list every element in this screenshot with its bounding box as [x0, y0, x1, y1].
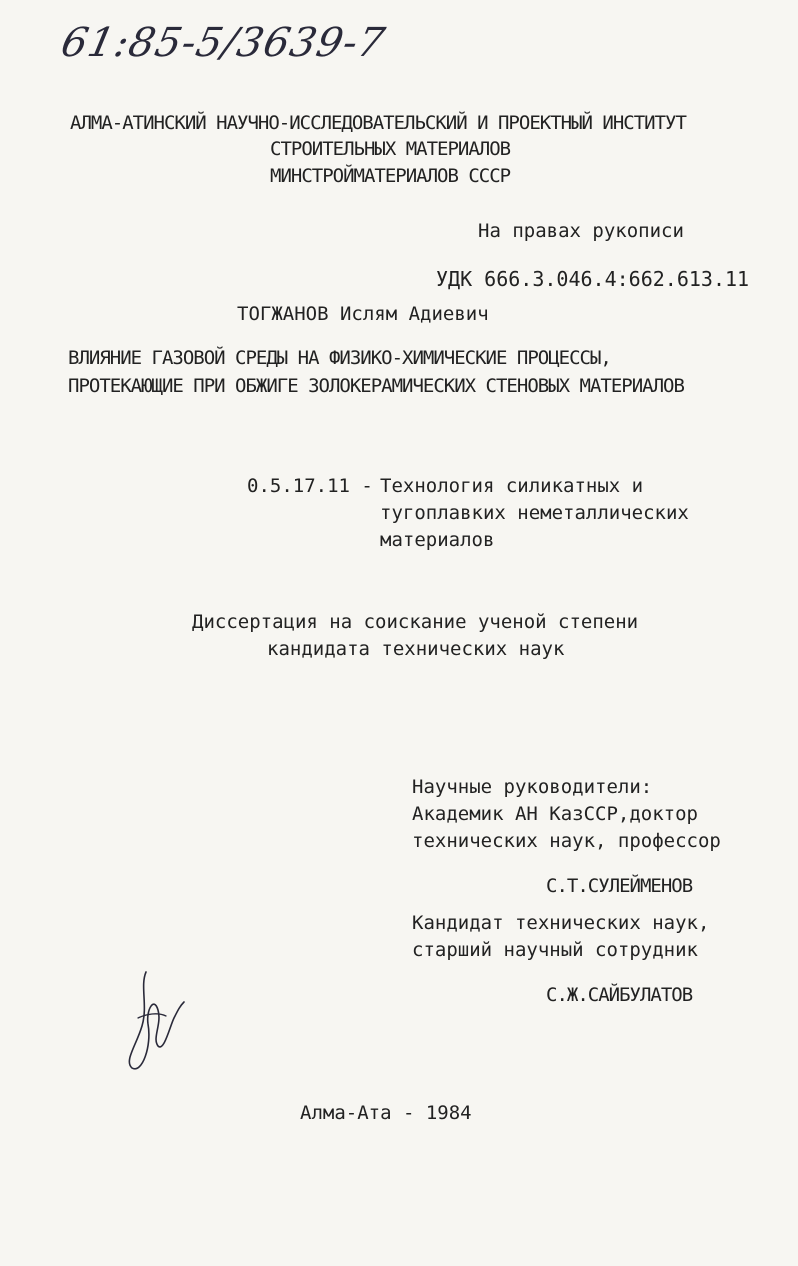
- specialty-code: 0.5.17.11 -: [247, 475, 373, 497]
- specialty-line-3: материалов: [380, 529, 495, 551]
- author-name: ТОГЖАНОВ Ислям Адиевич: [237, 303, 489, 325]
- degree-line-2: кандидата технических наук: [267, 638, 565, 660]
- institute-line-3: МИНСТРОЙМАТЕРИАЛОВ СССР: [270, 165, 511, 187]
- title-line-1: ВЛИЯНИЕ ГАЗОВОЙ СРЕДЫ НА ФИЗИКО-ХИМИЧЕСКИЕ ПРОЦЕССЫ,: [68, 347, 611, 369]
- institute-line-1: АЛМА-АТИНСКИЙ НАУЧНО-ИССЛЕДОВАТЕЛЬСКИЙ И ПРОЕКТНЫЙ ИНСТИТУТ: [70, 112, 686, 134]
- specialty-line-1: Технология силикатных и: [380, 475, 644, 497]
- specialty-line-2: тугоплавких неметаллических: [380, 502, 689, 524]
- supervisor-2-title-1: Кандидат технических наук,: [412, 912, 710, 934]
- supervisors-heading: Научные руководители:: [412, 776, 653, 798]
- supervisor-1-title-1: Академик АН КазССР,доктор: [412, 803, 698, 825]
- supervisor-1-title-2: технических наук, профессор: [412, 830, 721, 852]
- degree-line-1: Диссертация на соискание ученой степени: [192, 611, 639, 633]
- institute-line-2: СТРОИТЕЛЬНЫХ МАТЕРИАЛОВ: [270, 138, 511, 160]
- catalog-number: 61:85-5/3639-7: [57, 20, 390, 66]
- rights-note: На правах рукописи: [478, 220, 684, 242]
- supervisor-1-name: С.Т.СУЛЕЙМЕНОВ: [546, 875, 693, 897]
- supervisor-2-name: С.Ж.САЙБУЛАТОВ: [546, 984, 693, 1006]
- udk-code: УДК 666.3.046.4:662.613.11: [436, 267, 750, 291]
- signature-image: [118, 966, 198, 1076]
- title-line-2: ПРОТЕКАЮЩИЕ ПРИ ОБЖИГЕ ЗОЛОКЕРАМИЧЕСКИХ СТЕНОВЫХ МАТЕРИАЛОВ: [68, 375, 684, 397]
- place-year: Алма-Ата - 1984: [300, 1102, 472, 1124]
- supervisor-2-title-2: старший научный сотрудник: [412, 939, 698, 961]
